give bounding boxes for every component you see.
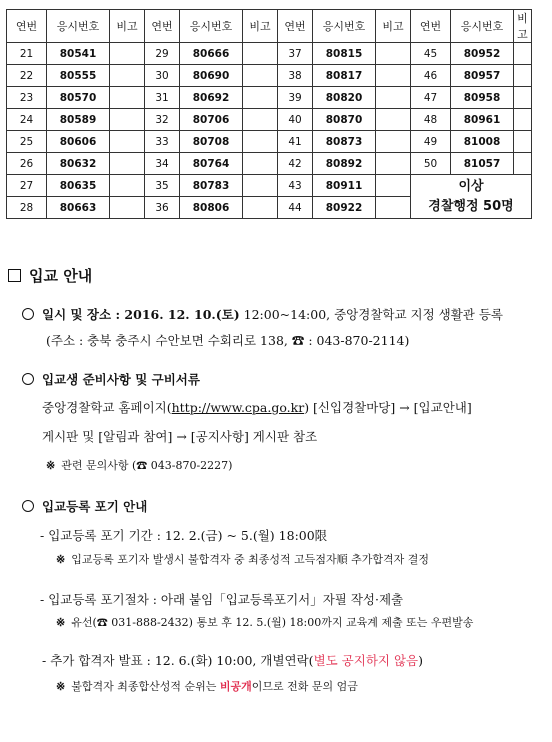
- reference-mark-icon: ※: [56, 616, 66, 629]
- exam-number-cell: 80870: [313, 109, 376, 131]
- exam-number-cell: 80589: [47, 109, 110, 131]
- giveup-title: 입교등록 포기 안내: [22, 497, 147, 515]
- giveup-procedure-note: ※ 유선(☎ 031-888-2432) 통보 후 12. 5.(월) 18:00까지 교육계 제출 또는 우편발송: [56, 616, 474, 629]
- remark-cell: [243, 109, 278, 131]
- exam-number-cell: 80706: [180, 109, 243, 131]
- col-header: 비고: [110, 10, 145, 43]
- section-title: 입교 안내: [8, 265, 92, 286]
- exam-number-cell: 80961: [451, 109, 514, 131]
- remark-cell: [514, 131, 532, 153]
- exam-number-cell: 80666: [180, 43, 243, 65]
- reference-mark-icon: ※: [56, 553, 66, 566]
- exam-number-cell: 80958: [451, 87, 514, 109]
- remark-cell: [376, 43, 411, 65]
- col-header: 연번: [7, 10, 47, 43]
- exam-number-cell: 80663: [47, 197, 110, 219]
- remark-cell: [110, 175, 145, 197]
- exam-number-cell: 80957: [451, 65, 514, 87]
- serial-cell: 38: [278, 65, 313, 87]
- results-table: [6, 9, 532, 219]
- prep-title: 입교생 준비사항 및 구비서류: [22, 370, 200, 388]
- serial-cell: 27: [7, 175, 47, 197]
- serial-cell: 33: [145, 131, 180, 153]
- exam-number-cell: 80632: [47, 153, 110, 175]
- col-header: 비고: [514, 10, 532, 43]
- serial-cell: 46: [411, 65, 451, 87]
- checkbox-square-icon: [8, 269, 21, 282]
- remark-cell: [243, 197, 278, 219]
- col-header: 응시번호: [180, 10, 243, 43]
- serial-cell: 49: [411, 131, 451, 153]
- remark-cell: [376, 175, 411, 197]
- additional-note: ※ 불합격자 최종합산성적 순위는 비공개이므로 전화 문의 엄금: [56, 680, 358, 693]
- circle-bullet-icon: [22, 500, 34, 512]
- table-row: [7, 65, 532, 87]
- remark-cell: [514, 43, 532, 65]
- remark-cell: [514, 153, 532, 175]
- exam-number-cell: 80764: [180, 153, 243, 175]
- exam-number-cell: 81057: [451, 153, 514, 175]
- serial-cell: 44: [278, 197, 313, 219]
- col-header: 응시번호: [47, 10, 110, 43]
- serial-cell: 31: [145, 87, 180, 109]
- remark-cell: [376, 109, 411, 131]
- table-row: [7, 43, 532, 65]
- prep-note: ※ 관련 문의사항 (☎ 043-870-2227): [46, 459, 233, 472]
- prep-line-1: 중앙경찰학교 홈페이지(http://www.cpa.go.kr) [신입경찰마당] → [입교안내]: [42, 400, 472, 415]
- summary-line-2: 경찰행정 50명: [428, 198, 514, 214]
- serial-cell: 48: [411, 109, 451, 131]
- exam-number-cell: 80555: [47, 65, 110, 87]
- remark-cell: [376, 65, 411, 87]
- address-line: (주소 : 충북 충주시 수안보면 수회리로 138, ☎ : 043-870-2114): [46, 333, 410, 348]
- serial-cell: 28: [7, 197, 47, 219]
- serial-cell: 23: [7, 87, 47, 109]
- serial-cell: 22: [7, 65, 47, 87]
- serial-cell: 25: [7, 131, 47, 153]
- serial-cell: 47: [411, 87, 451, 109]
- remark-cell: [376, 197, 411, 219]
- exam-number-cell: 80817: [313, 65, 376, 87]
- remark-cell: [376, 87, 411, 109]
- col-header: 응시번호: [451, 10, 514, 43]
- exam-number-cell: 80922: [313, 197, 376, 219]
- exam-number-cell: 80570: [47, 87, 110, 109]
- serial-cell: 36: [145, 197, 180, 219]
- serial-cell: 45: [411, 43, 451, 65]
- exam-number-cell: 80606: [47, 131, 110, 153]
- exam-number-cell: 80692: [180, 87, 243, 109]
- homepage-link[interactable]: http://www.cpa.go.kr: [171, 400, 305, 415]
- remark-cell: [243, 153, 278, 175]
- date-rest: 12:00~14:00, 중앙경찰학교 지정 생활관 등록: [239, 307, 504, 322]
- col-header: 비고: [243, 10, 278, 43]
- summary-line-1: 이상: [458, 178, 484, 194]
- remark-cell: [243, 87, 278, 109]
- exam-number-cell: 80541: [47, 43, 110, 65]
- reference-mark-icon: ※: [46, 459, 56, 472]
- remark-cell: [514, 109, 532, 131]
- remark-cell: [243, 175, 278, 197]
- exam-number-cell: 80815: [313, 43, 376, 65]
- table-row: [7, 109, 532, 131]
- exam-number-cell: 80952: [451, 43, 514, 65]
- exam-number-cell: 80635: [47, 175, 110, 197]
- serial-cell: 42: [278, 153, 313, 175]
- col-header: 연번: [278, 10, 313, 43]
- col-header: 연번: [411, 10, 451, 43]
- serial-cell: 34: [145, 153, 180, 175]
- no-notice-text: 별도 공지하지 않음: [313, 653, 419, 668]
- serial-cell: 30: [145, 65, 180, 87]
- exam-number-cell: 80806: [180, 197, 243, 219]
- remark-cell: [243, 131, 278, 153]
- exam-number-cell: 80783: [180, 175, 243, 197]
- serial-cell: 40: [278, 109, 313, 131]
- remark-cell: [514, 87, 532, 109]
- reference-mark-icon: ※: [56, 680, 66, 693]
- serial-cell: 37: [278, 43, 313, 65]
- giveup-period-note: ※ 입교등록 포기자 발생시 불합격자 중 최종성적 고득점자順 추가합격자 결정: [56, 553, 429, 566]
- remark-cell: [110, 131, 145, 153]
- exam-number-cell: 81008: [451, 131, 514, 153]
- serial-cell: 35: [145, 175, 180, 197]
- table-row: [7, 131, 532, 153]
- prep-line-2: 게시판 및 [알림과 참여] → [공지사항] 게시판 참조: [42, 429, 318, 444]
- serial-cell: 50: [411, 153, 451, 175]
- remark-cell: [243, 65, 278, 87]
- circle-bullet-icon: [22, 308, 34, 320]
- remark-cell: [243, 43, 278, 65]
- private-text: 비공개: [219, 680, 252, 693]
- col-header: 응시번호: [313, 10, 376, 43]
- remark-cell: [110, 43, 145, 65]
- table-row: [7, 87, 532, 109]
- giveup-period: - 입교등록 포기 기간 : 12. 2.(금) ~ 5.(월) 18:00限: [40, 528, 328, 543]
- serial-cell: 29: [145, 43, 180, 65]
- remark-cell: [376, 131, 411, 153]
- table-row: [7, 175, 532, 197]
- date-value: 2016. 12. 10.(토): [124, 307, 240, 322]
- exam-number-cell: 80708: [180, 131, 243, 153]
- table-header-row: [7, 10, 532, 43]
- col-header: 비고: [376, 10, 411, 43]
- remark-cell: [110, 153, 145, 175]
- circle-bullet-icon: [22, 373, 34, 385]
- summary-cell: [411, 175, 532, 219]
- exam-number-cell: 80690: [180, 65, 243, 87]
- exam-number-cell: 80892: [313, 153, 376, 175]
- additional-announce: - 추가 합격자 발표 : 12. 6.(화) 10:00, 개별연락(별도 공지하지 않음): [42, 653, 424, 668]
- remark-cell: [110, 109, 145, 131]
- col-header: 연번: [145, 10, 180, 43]
- giveup-procedure: - 입교등록 포기절차 : 아래 붙임「입교등록포기서」자필 작성·제출: [40, 592, 404, 607]
- serial-cell: 32: [145, 109, 180, 131]
- serial-cell: 41: [278, 131, 313, 153]
- serial-cell: 43: [278, 175, 313, 197]
- serial-cell: 21: [7, 43, 47, 65]
- exam-number-cell: 80911: [313, 175, 376, 197]
- remark-cell: [110, 65, 145, 87]
- date-place-line: 일시 및 장소 : 2016. 12. 10.(토) 12:00~14:00, 중앙경찰학교 지정 생활관 등록: [22, 305, 503, 323]
- remark-cell: [514, 65, 532, 87]
- table-row: [7, 153, 532, 175]
- exam-number-cell: 80820: [313, 87, 376, 109]
- serial-cell: 24: [7, 109, 47, 131]
- remark-cell: [110, 87, 145, 109]
- serial-cell: 39: [278, 87, 313, 109]
- serial-cell: 26: [7, 153, 47, 175]
- exam-number-cell: 80873: [313, 131, 376, 153]
- date-label: 일시 및 장소: [42, 307, 112, 322]
- remark-cell: [110, 197, 145, 219]
- remark-cell: [376, 153, 411, 175]
